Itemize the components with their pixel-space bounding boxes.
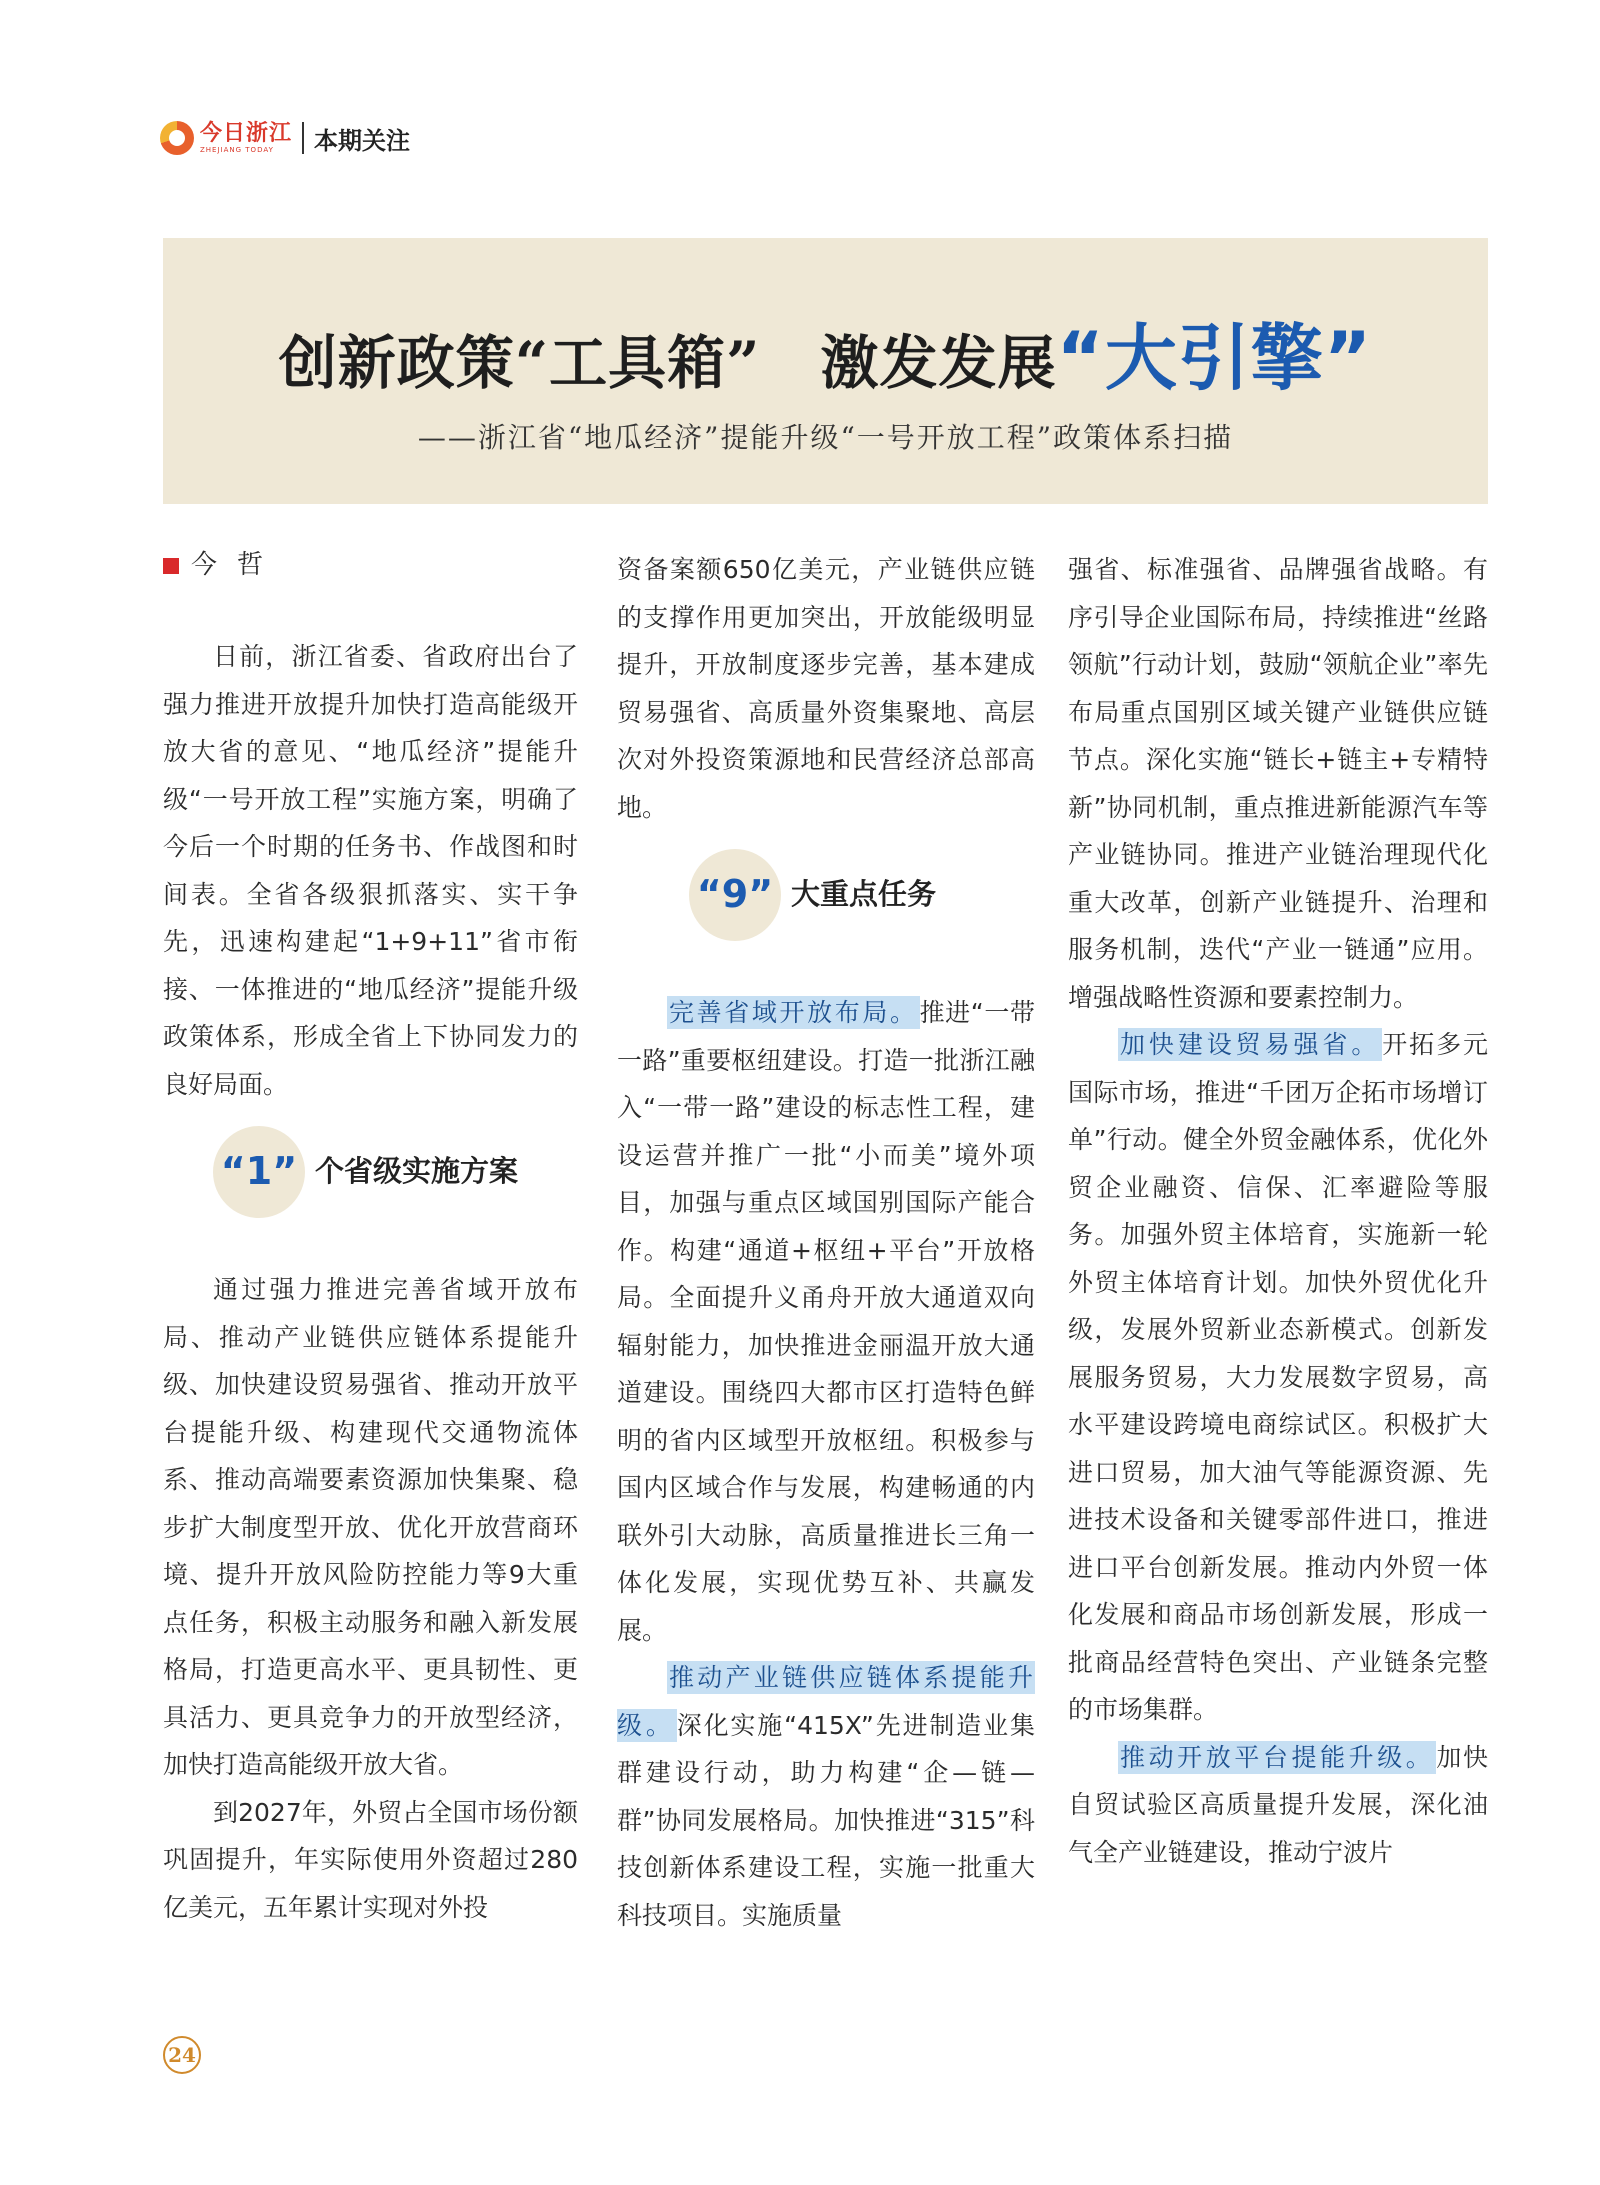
paragraph: 日前，浙江省委、省政府出台了强力推进开放提升加快打造高能级开放大省的意见、“地瓜经济”提能升级“一号开放工程”实施方案，明确了今后一个时期的任务书、作战图和时间表。全省各级狠抓落实、实干争先，迅速构建起“1+9+11”省市衔接、一体推进的“地瓜经济”提能升级政策体系，形成全省上下协同发力的良好局面。 <box>163 642 578 1099</box>
paragraph: 通过强力推进完善省域开放布局、推动产业链供应链体系提能升级、加快建设贸易强省、推动开放平台提能升级、构建现代交通物流体系、推动高端要素资源加快集聚、稳步扩大制度型开放、优化开放营商环境、提升开放风险防控能力等9大重点任务，积极主动服务和融入新发展格局，打造更高水平、更具韧性、更具活力、更具竞争力的开放型经济，加快打造高能级开放大省。 <box>163 1275 578 1779</box>
text-column-2 <box>617 546 1035 1939</box>
paragraph-text: 加快自贸试验区高质量提升发展，深化油气全产业链建设，推动宁波片 <box>1068 1742 1488 1867</box>
paragraph <box>1068 1021 1488 1734</box>
paragraph-text: 推进“一带一路”重要枢纽建设。打造一批浙江融入“一带一路”建设的标志性工程，建设运营并推广一批“小而美”境外项目，加强与重点区域国别国际产能合作。构建“通道+枢纽+平台”开放格局。全面提升义甬舟开放大通道双向辐射能力，加快推进金丽温开放大通道建设。围绕四大都市区打造特色鲜明的省内区域型开放枢纽。积极参与国内区域合作与发展，构建畅通的内联外引大动脉，高质量推进长三角一体化发展，实现优势互补、共赢发展。 <box>617 998 1035 1645</box>
paragraph-text: 开拓多元国际市场，推进“千团万企拓市场增订单”行动。健全外贸金融体系，优化外贸企业融资、信保、汇率避险等服务。加强外贸主体培育，实施新一轮外贸主体培育计划。加快外贸优化升级，发展外贸新业态新模式。创新发展服务贸易，大力发展数字贸易，高水平建设跨境电商综试区。积极扩大进口贸易，加大油气等能源资源、先进技术设备和关键零部件进口，推进进口平台创新发展。推动内外贸一体化发展和商品市场创新发展，形成一批商品经营特色突出、产业链条完整的市场集群。 <box>1068 1030 1488 1724</box>
page-number: 24 <box>163 2036 201 2074</box>
section-title: 大重点任务 <box>791 877 937 912</box>
paragraph <box>1068 1734 1488 1877</box>
paragraph <box>617 989 1035 1654</box>
section-number-badge: “9” <box>689 849 781 941</box>
section-heading-9 <box>689 847 1035 943</box>
task-highlight: 加快建设贸易强省。 <box>1120 1030 1381 1059</box>
logo-icon <box>160 121 194 155</box>
title-banner <box>163 238 1488 504</box>
article-subtitle: ——浙江省“地瓜经济”提能升级“一号开放工程”政策体系扫描 <box>417 421 1234 454</box>
logo-en-text: ZHEJIANG TODAY <box>200 146 274 154</box>
section-name: 本期关注 <box>314 126 411 155</box>
page-header <box>160 116 410 160</box>
title-part1: 创新政策“工具箱” <box>278 329 761 397</box>
author-line <box>163 546 578 586</box>
section-title: 个省级实施方案 <box>315 1154 519 1189</box>
paragraph <box>617 1654 1035 1939</box>
paragraph: 资备案额650亿美元，产业链供应链的支撑作用更加突出，开放能级明显提升，开放制度逐步完善，基本建成贸易强省、高质量外资集聚地、高层次对外投资策源地和民营经济总部高地。 <box>617 555 1035 822</box>
task-highlight: 推动开放平台提能升级。 <box>1120 1742 1435 1772</box>
task-highlight: 推动产业链供应链体系提能升级。 <box>617 1663 1035 1740</box>
author-marker-icon <box>163 558 179 574</box>
paragraph: 强省、标准强省、品牌强省战略。有序引导企业国际布局，持续推进“丝路领航”行动计划，鼓励“领航企业”率先布局重点国别区域关键产业链供应链节点。深化实施“链长+链主+专精特新”协同机制，重点推进新能源汽车等产业链协同。推进产业链治理现代化重大改革，创新产业链提升、治理和服务机制，迭代“产业一链通”应用。增强战略性资源和要素控制力。 <box>1068 555 1488 1012</box>
paragraph: 到2027年，外贸占全国市场份额巩固提升，年实际使用外资超过280亿美元，五年累计实现对外投 <box>163 1797 578 1922</box>
section-heading-1 <box>213 1124 578 1220</box>
text-column-3 <box>1068 546 1488 1876</box>
paragraph-text: 深化实施“415X”先进制造业集群建设行动，助力构建“企—链—群”协同发展格局。加快推进“315”科技创新体系建设工程，实施一批重大科技项目。实施质量 <box>617 1710 1035 1930</box>
author-name: 今哲 <box>191 550 284 581</box>
task-highlight: 完善省域开放布局。 <box>669 998 918 1027</box>
article-title <box>163 300 1488 404</box>
title-part2: 激发发展 <box>820 329 1057 397</box>
logo-cn-text: 今日浙江 <box>200 120 293 146</box>
header-divider <box>302 122 304 154</box>
text-column-1 <box>163 546 578 1931</box>
section-number-badge: “1” <box>213 1126 305 1218</box>
magazine-logo <box>160 121 292 155</box>
title-highlight: “大引擎” <box>1056 316 1373 400</box>
